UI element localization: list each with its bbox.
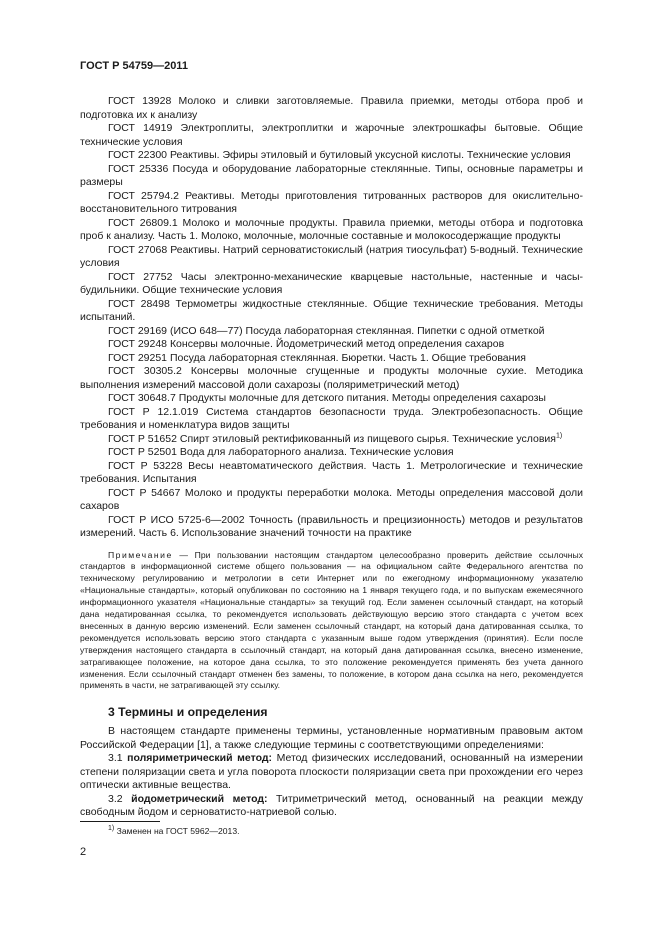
term-definition bbox=[80, 752, 583, 793]
term-text: Титриметрический метод, основанный на реакции между свободным йодом и серноватисто-натриевой солью. bbox=[80, 792, 584, 819]
reference-item: ГОСТ Р ИСО 5725-6—2002 Точность (правильность и прецизионность) методов и результатов измерений. Часть 6. Использование значений точности на практике bbox=[80, 513, 583, 539]
reference-item: ГОСТ 25336 Посуда и оборудование лабораторные стеклянные. Типы, основные параметры и размеры bbox=[80, 162, 583, 188]
reference-item: ГОСТ 28498 Термометры жидкостные стеклянные. Общие технические требования. Методы испытаний. bbox=[80, 297, 583, 323]
document-header: ГОСТ Р 54759—2011 bbox=[80, 60, 188, 72]
note-label: Примечание bbox=[108, 549, 173, 560]
section-intro: В настоящем стандарте применены термины, установленные нормативным правовым актом Российской Федерации [1], а также следующие термины с соответствующими определениями: bbox=[80, 725, 583, 751]
reference-item: ГОСТ Р 54667 Молоко и продукты переработки молока. Методы определения массовой доли сахаров bbox=[80, 486, 583, 512]
note-text: — При пользовании настоящим стандартом целесообразно проверить действие ссылочных стандартов в информационной системе общего пользования — на официальном сайте Федерального агентства по техническому регулированию и метрологии в сети Интернет или по ежегодному информационному указателю «Национальные стандарты», который опубликован по состоянию на 1 января текущего года, и по выпускам ежемесячного информационного указателя «Национальные стандарты» за текущий год. Если заменен ссылочный стандарт, на который дана недатированная ссылка, то рекомендуется использовать действующую версию этого стандарта с учетом всех внесенных в данную версию изменений. Если заменен ссылочный стандарт, на который дана датированная ссылка, то рекомендуется использовать версию этого стандарта с указанным выше годом утверждения (принятия). Если после утверждения настоящего стандарта в ссылочный стандарт, на который дана датированная ссылка, внесено изменение, затрагивающее положение, на которое дана ссылка, то это положение рекомендуется применять без учета данного изменения. Если ссылочный стандарт отменен без замены, то положение, в котором дана ссылка на него, рекомендуется применять в части, не затрагивающей эту ссылку. bbox=[80, 549, 583, 691]
reference-item: ГОСТ 29248 Консервы молочные. Йодометрический метод определения сахаров bbox=[108, 338, 505, 350]
reference-item: ГОСТ 29169 (ИСО 648—77) Посуда лабораторная стеклянная. Пипетки с одной отметкой bbox=[108, 324, 545, 337]
footnote-text: Заменен на ГОСТ 5962—2013. bbox=[114, 826, 240, 836]
reference-item: ГОСТ 27068 Реактивы. Натрий серноватистокислый (натрия тиосульфат) 5-водный. Технические условия bbox=[80, 243, 583, 269]
reference-item: ГОСТ 25794.2 Реактивы. Методы приготовления титрованных растворов для окислительно-восстановительного титрования bbox=[80, 189, 583, 215]
reference-item: ГОСТ 27752 Часы электронно-механические кварцевые настольные, настенные и часы-будильники. Общие технические условия bbox=[80, 270, 583, 296]
footnote-mark: 1) bbox=[108, 825, 115, 833]
reference-item: ГОСТ 30648.7 Продукты молочные для детского питания. Методы определения сахарозы bbox=[108, 392, 546, 404]
term-text: Метод физических исследований, основанный на измерении степени поляризации света и угла поворота плоскости поляризации света при прохождении его через оптически активные вещества. bbox=[80, 752, 583, 792]
term-number: 3.2 bbox=[108, 792, 132, 805]
term-definition bbox=[80, 793, 583, 820]
reference-item bbox=[80, 433, 583, 447]
reference-text: ГОСТ Р 51652 Спирт этиловый ректификованный из пищевого сырья. Технические условия bbox=[108, 432, 556, 445]
reference-item: ГОСТ 14919 Электроплиты, электроплитки и жарочные электрошкафы бытовые. Общие технические условия bbox=[80, 122, 583, 148]
page-content bbox=[80, 95, 583, 820]
reference-item: ГОСТ Р 53228 Весы неавтоматического действия. Часть 1. Метрологические и технические требования. Испытания bbox=[80, 459, 583, 485]
reference-item: ГОСТ 30305.2 Консервы молочные сгущенные и продукты молочные сухие. Методика выполнения измерений массовой доли сахарозы (поляриметрический метод) bbox=[80, 365, 583, 391]
term-name: йодометрический метод: bbox=[131, 792, 268, 805]
note-paragraph bbox=[80, 550, 583, 693]
reference-item: ГОСТ 29251 Посуда лабораторная стеклянная. Бюретки. Часть 1. Общие требования bbox=[108, 351, 526, 364]
term-number: 3.1 bbox=[108, 752, 128, 765]
references-list bbox=[80, 95, 583, 541]
reference-item: ГОСТ Р 52501 Вода для лабораторного анализа. Технические условия bbox=[108, 446, 454, 458]
reference-item: ГОСТ 26809.1 Молоко и молочные продукты. Правила приемки, методы отбора и подготовка проб к анализу. Часть 1. Молоко, молочные, молочные составные и молокосодержащие продукты bbox=[80, 216, 583, 242]
term-name: поляриметрический метод: bbox=[127, 752, 273, 765]
footnote-mark[interactable]: 1) bbox=[555, 432, 563, 439]
reference-item: ГОСТ Р 12.1.019 Система стандартов безопасности труда. Электробезопасность. Общие требования и номенклатура видов защиты bbox=[80, 405, 583, 431]
page-number: 2 bbox=[80, 846, 87, 858]
footnote bbox=[108, 826, 239, 836]
section-title: 3 Термины и определения bbox=[108, 705, 268, 720]
footnote-divider bbox=[80, 821, 160, 822]
reference-item: ГОСТ 13928 Молоко и сливки заготовляемые. Правила приемки, методы отбора проб и подготовка их к анализу bbox=[80, 95, 583, 121]
reference-item: ГОСТ 22300 Реактивы. Эфиры этиловый и бутиловый уксусной кислоты. Технические условия bbox=[108, 149, 571, 161]
